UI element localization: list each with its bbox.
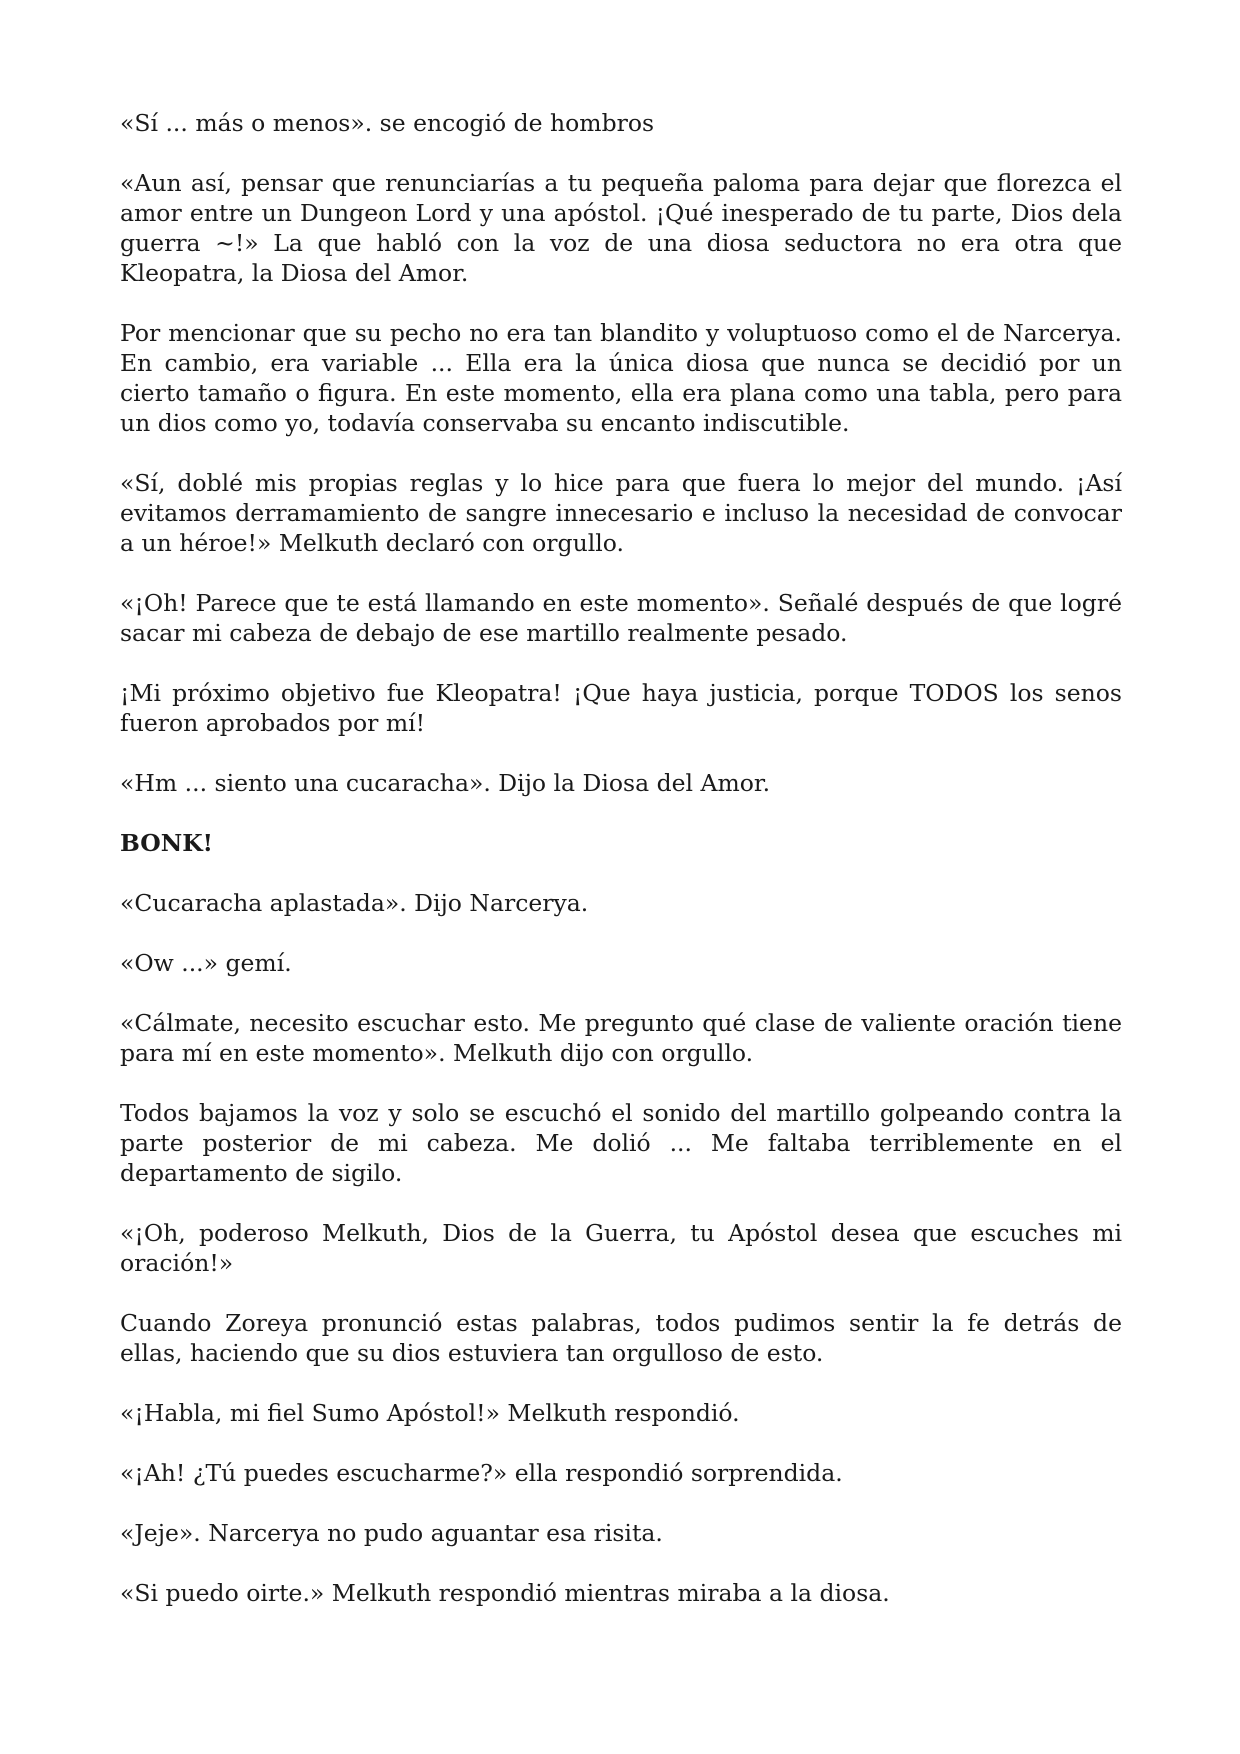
paragraph: «Sí ... más o menos». se encogió de hombros	[120, 109, 655, 137]
document-page	[120, 108, 1122, 1638]
paragraph: Todos bajamos la voz y solo se escuchó el sonido del martillo golpeando contra la parte posterior de mi cabeza. Me dolió ... Me faltaba terriblemente en el departamento de sigilo.	[120, 1099, 1122, 1187]
paragraph: ¡Mi próximo objetivo fue Kleopatra! ¡Que haya justicia, porque TODOS los senos fueron aprobados por mí!	[120, 679, 1122, 737]
paragraph: Cuando Zoreya pronunció estas palabras, todos pudimos sentir la fe detrás de ellas, haciendo que su dios estuviera tan orgulloso de esto.	[120, 1309, 1122, 1367]
paragraph: «¡Ah! ¿Tú puedes escucharme?» ella respondió sorprendida.	[120, 1459, 843, 1487]
paragraph: «Ow ...» gemí.	[120, 949, 292, 977]
paragraph: «Hm ... siento una cucaracha». Dijo la Diosa del Amor.	[120, 769, 771, 797]
paragraph: «Cálmate, necesito escuchar esto. Me pregunto qué clase de valiente oración tiene para mí en este momento». Melkuth dijo con orgullo.	[120, 1009, 1122, 1067]
paragraph: Por mencionar que su pecho no era tan blandito y voluptuoso como el de Narcerya. En cambio, era variable ... Ella era la única diosa que nunca se decidió por un cierto tamaño o figura. En este momento, ella era plana como una tabla, pero para un dios como yo, todavía conservaba su encanto indiscutible.	[120, 319, 1122, 437]
paragraph: «¡Oh, poderoso Melkuth, Dios de la Guerra, tu Apóstol desea que escuches mi oración!»	[120, 1219, 1122, 1277]
paragraph: «Cucaracha aplastada». Dijo Narcerya.	[120, 889, 589, 917]
paragraph: «Jeje». Narcerya no pudo aguantar esa risita.	[120, 1519, 663, 1547]
paragraph: «¡Habla, mi fiel Sumo Apóstol!» Melkuth respondió.	[120, 1399, 740, 1427]
paragraph: «Sí, doblé mis propias reglas y lo hice para que fuera lo mejor del mundo. ¡Así evitamos derramamiento de sangre innecesario e incluso la necesidad de convocar a un héroe!» Melkuth declaró con orgullo.	[120, 469, 1122, 557]
sound-effect-heading: BONK!	[120, 829, 213, 857]
paragraph: «Si puedo oirte.» Melkuth respondió mientras miraba a la diosa.	[120, 1579, 890, 1607]
paragraph: «Aun así, pensar que renunciarías a tu pequeña paloma para dejar que florezca el amor entre un Dungeon Lord y una apóstol. ¡Qué inesperado de tu parte, Dios dela guerra ~!» La que habló con la voz de una diosa seductora no era otra que Kleopatra, la Diosa del Amor.	[120, 169, 1122, 287]
paragraph: «¡Oh! Parece que te está llamando en este momento». Señalé después de que logré sacar mi cabeza de debajo de ese martillo realmente pesado.	[120, 589, 1122, 647]
